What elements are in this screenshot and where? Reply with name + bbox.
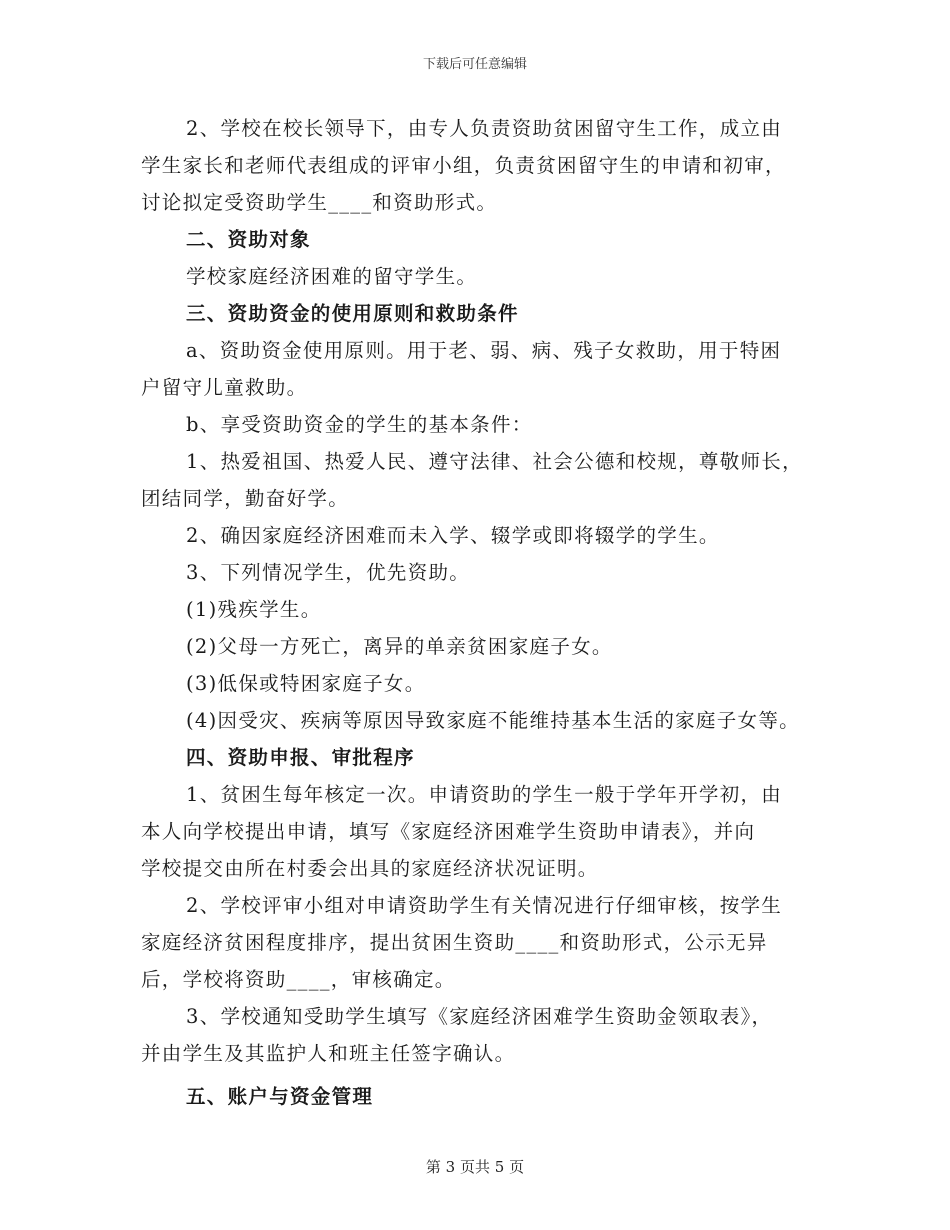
text-line: 团结同学，勤奋好学。 xyxy=(141,487,350,510)
text-line: 后，学校将资助____，审核确定。 xyxy=(141,968,456,991)
paragraph-item-2-responsibility xyxy=(141,110,821,221)
text-line: 学校提交由所在村委会出具的家庭经济状况证明。 xyxy=(141,857,599,880)
text-line: 3、下列情况学生，优先资助。 xyxy=(186,561,471,584)
list-item-1 xyxy=(141,591,821,628)
section-heading-2 xyxy=(141,221,821,258)
text-line: a、资助资金使用原则。用于老、弱、病、残子女救助，用于特困 xyxy=(186,339,782,362)
heading-text: 四、资助申报、审批程序 xyxy=(186,746,415,769)
heading-text: 二、资助对象 xyxy=(186,228,311,251)
page-header: 下载后可任意编辑 xyxy=(422,57,527,72)
paragraph-condition-2 xyxy=(141,517,821,554)
paragraph-target xyxy=(141,258,821,295)
text-line: 1、贫困生每年核定一次。申请资助的学生一般于学年开学初，由 xyxy=(186,783,783,806)
text-line: 1、热爱祖国、热爱人民、遵守法律、社会公德和校规，尊敬师长， xyxy=(186,450,803,473)
page-footer: 第 3 页共 5 页 xyxy=(425,1158,525,1176)
text-line: 本人向学校提出申请，填写《家庭经济困难学生资助申请表》，并向 xyxy=(141,820,756,843)
paragraph-principle-a xyxy=(141,332,821,406)
text-line: b、享受资助资金的学生的基本条件： xyxy=(186,413,533,436)
section-heading-5 xyxy=(141,1078,821,1115)
paragraph-procedure-2 xyxy=(141,887,821,998)
section-heading-3 xyxy=(141,295,821,332)
list-item-4 xyxy=(141,702,821,739)
text-line: 家庭经济贫困程度排序，提出贫困生资助____和资助形式，公示无异 xyxy=(141,931,768,954)
text-line: 2、学校在校长领导下，由专人负责资助贫困留守生工作，成立由 xyxy=(186,117,783,140)
section-heading-4 xyxy=(141,739,821,776)
text-line: 学校家庭经济困难的留守学生。 xyxy=(186,265,478,288)
paragraph-conditions-b xyxy=(141,406,821,443)
heading-text: 五、账户与资金管理 xyxy=(186,1085,374,1108)
text-line: (2)父母一方死亡，离异的单亲贫困家庭子女。 xyxy=(186,635,613,658)
document-body xyxy=(141,110,821,1115)
paragraph-procedure-3 xyxy=(141,998,821,1072)
text-line: 讨论拟定受资助学生____和资助形式。 xyxy=(141,191,498,214)
paragraph-condition-3 xyxy=(141,554,821,591)
text-line: (3)低保或特困家庭子女。 xyxy=(186,672,426,695)
heading-text: 三、资助资金的使用原则和救助条件 xyxy=(186,302,519,325)
text-line: (1)残疾学生。 xyxy=(186,598,322,621)
text-line: (4)因受灾、疾病等原因导致家庭不能维持基本生活的家庭子女等。 xyxy=(186,709,800,732)
list-item-3 xyxy=(141,665,821,702)
list-item-2 xyxy=(141,628,821,665)
paragraph-condition-1 xyxy=(141,443,821,517)
text-line: 户留守儿童救助。 xyxy=(141,376,308,399)
text-line: 3、学校通知受助学生填写《家庭经济困难学生资助金领取表》， xyxy=(186,1005,773,1028)
text-line: 2、确因家庭经济困难而未入学、辍学或即将辍学的学生。 xyxy=(186,524,720,547)
paragraph-procedure-1 xyxy=(141,776,821,887)
text-line: 并由学生及其监护人和班主任签字确认。 xyxy=(141,1042,516,1065)
text-line: 2、学校评审小组对申请资助学生有关情况进行仔细审核，按学生 xyxy=(186,894,783,917)
text-line: 学生家长和老师代表组成的评审小组，负责贫困留守生的申请和初审， xyxy=(141,154,786,177)
